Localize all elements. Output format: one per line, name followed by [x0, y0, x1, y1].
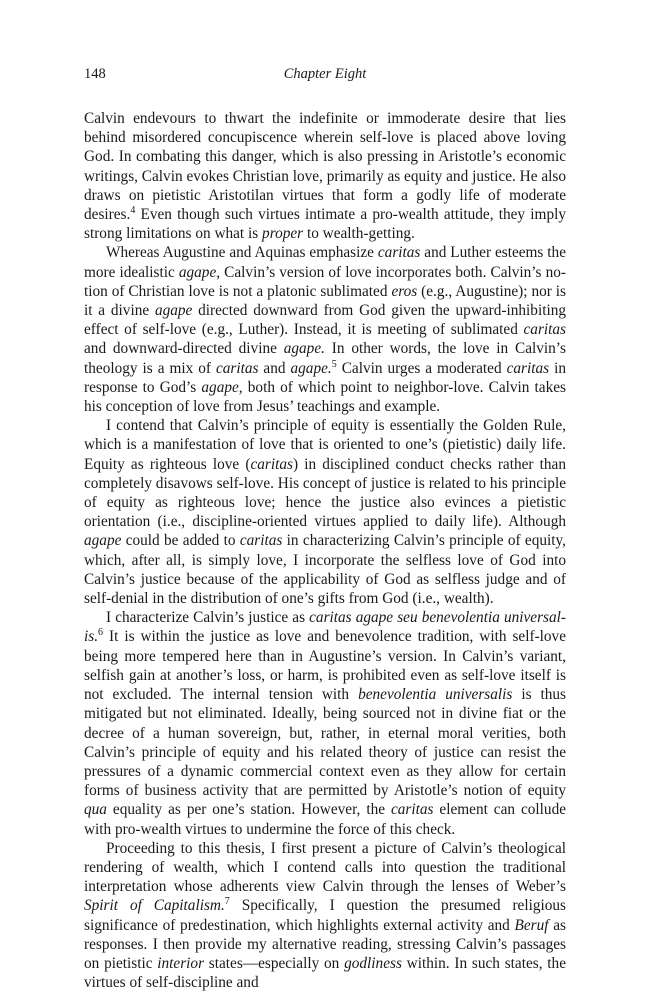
italic-text: caritas [523, 321, 566, 339]
text-run: as responses. I then provide my alternative reading, stressing Calvin’s passages on pietistic [84, 916, 566, 972]
italic-text: caritas [390, 801, 434, 819]
paragraph [84, 608, 566, 838]
italic-text: proper [262, 225, 304, 243]
text-run: (e.g., Augustine); nor is it a divine [84, 282, 566, 320]
text-run: Whereas Augustine and Aquinas emphasize [106, 244, 378, 262]
text-run: element can collude with pro-wealth virtues to undermine the force of this check. [84, 801, 567, 838]
text-run: to wealth-getting. [303, 225, 415, 243]
text-run: Even though such virtues intimate a pro-wealth attitude, they imply strong limitations on what is [84, 206, 566, 243]
italic-text: Beruf [514, 916, 549, 934]
text-run: within. In such states, the virtues of self-discipline and [84, 954, 566, 992]
text-run: equality as per one’s station. However, the [106, 801, 391, 819]
text-run: both of which point to neighbor-love. Calvin takes his conception of love from Jesus’ teachings and example. [84, 378, 566, 416]
text-run: in response to God’s [84, 359, 566, 396]
paragraph [84, 839, 566, 992]
text-run: and Luther esteems the more idealistic [84, 244, 566, 281]
italic-text: agape. [283, 340, 325, 358]
italic-text: benevolentia universalis [358, 686, 513, 704]
text-run: states—especially on [204, 954, 345, 972]
text-run: I contend that Calvin’s principle of equity is essentially the Golden Rule, which is a manifestation of love that is oriented to one’s (pietistic) daily life. Equity as righteous love ( [84, 417, 566, 473]
italic-text: caritas [377, 244, 421, 262]
italic-text: caritas [239, 532, 283, 550]
italic-text: eros [391, 282, 418, 300]
footnote-ref: 6 [98, 627, 104, 639]
text-run: In other words, the love in Calvin’s theology is a mix of [84, 340, 566, 377]
italic-text: interior [157, 954, 205, 972]
italic-text: caritas [215, 359, 259, 377]
text-run: is thus mitigated but not eliminated. Ideally, being sourced not in divine fiat or the decree of a human sovereign, but, rather, in eternal moral verities, both Calvin’s principle of equity and his related theory of justice can resist the pressures of a dynamic commercial context even as they allow for certain forms of business activity that are permitted by Aristotle’s notion of equity [84, 686, 567, 800]
footnote-ref: 4 [130, 205, 136, 217]
paragraph [84, 109, 566, 243]
body-text [84, 109, 566, 992]
running-head [84, 66, 566, 88]
text-run: It is within the justice as love and benevolence tradition, with self-love being more tempered here than in Augustine’s version. In Calvin’s variant, selfish gain at another’s loss, or harm, is prohibited even as self-love itself is not excluded. The internal tension with [84, 628, 566, 704]
text-run: directed downward from God given the upward-inhibiting effect of self-love (e.g., Luther). Instead, it is meeting of sublimated [84, 302, 566, 339]
paragraph [84, 243, 566, 416]
italic-text: caritas agape seu benevolentia universalis. [84, 609, 566, 646]
text-run: , Calvin’s version of love incorporates both. Calvin’s notion of Christian love is not a platonic sublimated [84, 263, 566, 300]
text-run: and downward-directed divine [84, 340, 284, 358]
book-page [84, 66, 566, 992]
italic-text: agape [178, 263, 217, 281]
italic-text: Spirit of Capitalism. [84, 897, 225, 915]
chapter-title: Chapter Eight [283, 66, 367, 82]
text-run: Proceeding to this thesis, I first present a picture of Calvin’s theological rendering of wealth, which I contend calls into question the traditional interpretation whose adherents view Calvin through the lenses of Weber’s [84, 839, 566, 896]
italic-text: agape [84, 532, 122, 550]
text-run: in characterizing Calvin’s principle of equity, which, after all, is simply love, I incorporate the selfless love of God into Calvin’s justice because of the applicability of God as selfless judge and of self-denial in the distribution of one’s gifts from God (i.e., wealth). [84, 532, 566, 608]
italic-text: agape. [290, 359, 332, 377]
italic-text: godliness [344, 954, 402, 972]
italic-text: agape [154, 302, 193, 320]
footnote-ref: 5 [331, 358, 337, 370]
text-run: I characterize Calvin’s justice as [106, 609, 310, 627]
italic-text: caritas [506, 359, 550, 377]
footnote-ref: 7 [224, 896, 230, 908]
page-number: 148 [84, 66, 106, 82]
text-run: and [258, 359, 291, 377]
text-run: could be added to [121, 532, 240, 550]
text-run: Calvin endevours to thwart the indefinite or immoderate desire that lies behind misordered concupiscence wherein self-love is placed above loving God. In combating this danger, which is also pressing in Aristotle’s economic writings, Calvin evokes Christian love, primarily as equity and justice. He also draws on pietistic Aristotilan virtues that form a godly life of moderate desires. [84, 110, 566, 224]
italic-text: caritas [250, 455, 293, 473]
paragraph [84, 416, 566, 608]
italic-text: qua [84, 801, 107, 819]
italic-text: agape, [201, 378, 243, 396]
text-run: Calvin urges a moderated [336, 359, 507, 377]
text-run: Specifically, I question the presumed religious significance of predestination, which highlights external activity and [84, 897, 566, 934]
text-run: ) in disciplined conduct checks rather than completely disavows self-love. His concept of justice is related to his principle of equity as righteous love; hence the justice also evinces a pietistic orientation (i.e., discipline-oriented virtues applied to daily life). Although [84, 455, 566, 531]
